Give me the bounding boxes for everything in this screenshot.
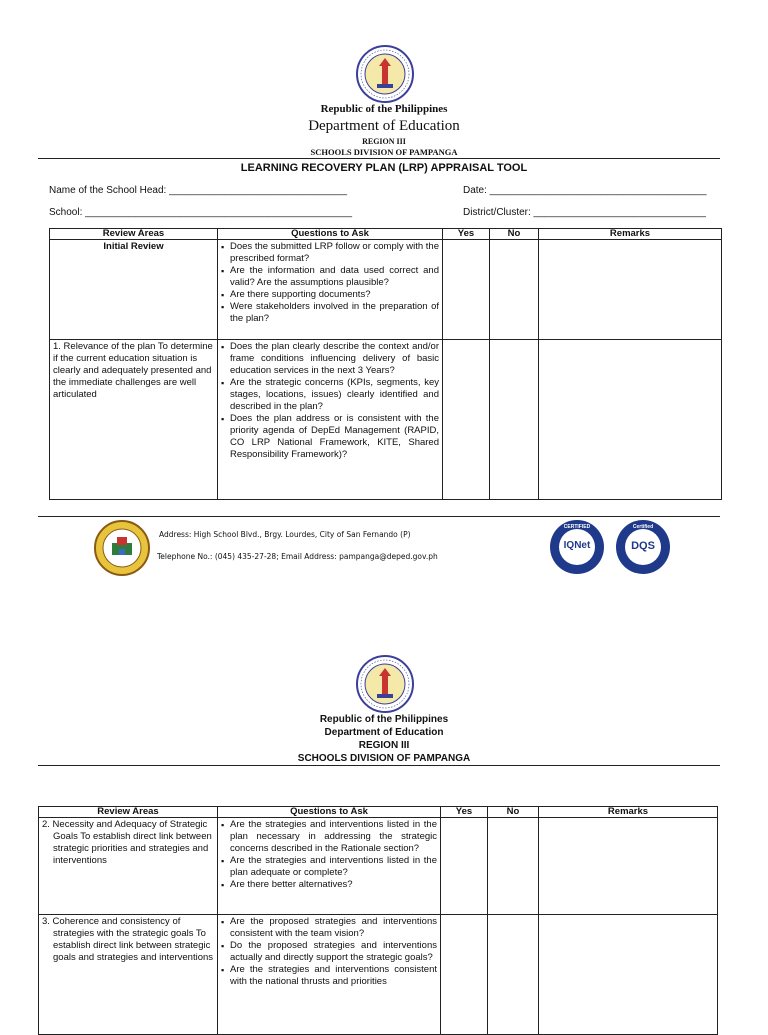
- form-title: LEARNING RECOVERY PLAN (LRP) APPRAISAL TOOL: [240, 162, 528, 174]
- table-row: [39, 818, 718, 915]
- question-item: ▪ Are the information and data used correct and valid? Are the assumptions plausible?: [230, 265, 439, 289]
- appraisal-table-1: [49, 228, 722, 500]
- questions-cell: [218, 915, 441, 1035]
- republic-heading: Republic of the Philippines: [320, 103, 448, 115]
- review-area-cell: 2. Necessity and Adequacy of Strategic Goals To establish direct link between strategic priorities and strategies and interventions: [39, 818, 218, 915]
- no-cell[interactable]: [490, 340, 539, 500]
- yes-cell[interactable]: [441, 818, 488, 915]
- iqnet-certification-icon: [548, 518, 606, 576]
- header-divider: [38, 158, 720, 159]
- dqs-logo-text: DQS: [631, 540, 655, 552]
- remarks-cell[interactable]: [539, 915, 718, 1035]
- table-header-row: [50, 229, 722, 240]
- question-item: ▪ Are the strategic concerns (KPIs, segments, key stages, locations, issues) clearly identified and described in the plan?: [230, 377, 439, 413]
- no-cell[interactable]: [488, 915, 539, 1035]
- division-heading-2: SCHOOLS DIVISION OF PAMPANGA: [297, 753, 471, 764]
- school-head-field[interactable]: Name of the School Head: ________________________________: [49, 185, 348, 196]
- remarks-cell[interactable]: [539, 340, 722, 500]
- header-questions: Questions to Ask: [218, 229, 443, 240]
- header-no: No: [490, 229, 539, 240]
- table-row: [50, 340, 722, 500]
- question-item: ▪ Does the plan clearly describe the context and/or frame conditions influencing delivery of basic education services in the next 3 Years?: [230, 341, 439, 377]
- questions-cell: [218, 240, 443, 340]
- question-item: ▪ Were stakeholders involved in the preparation of the plan?: [230, 301, 439, 325]
- iqnet-logo-text: IQNet: [563, 540, 591, 551]
- dqs-certification-icon: [614, 518, 672, 576]
- header-yes: Yes: [441, 807, 488, 818]
- questions-cell: [218, 340, 443, 500]
- question-item: ▪ Are the strategies and interventions listed in the plan adequate or complete?: [230, 855, 437, 879]
- header-questions: Questions to Ask: [218, 807, 441, 818]
- header-remarks: Remarks: [539, 807, 718, 818]
- table-row: [50, 240, 722, 340]
- dqs-top-text: Certified: [632, 524, 654, 530]
- division-heading: SCHOOLS DIVISION OF PAMPANGA: [310, 147, 458, 157]
- question-item: ▪ Are the strategies and interventions listed in the plan necessary in addressing the strategic concerns described in the Rationale section?: [230, 819, 437, 855]
- review-area-cell: 1. Relevance of the plan To determine if the current education situation is clearly and adequately presented and the immediate challenges are well articulated: [50, 340, 218, 500]
- department-heading: Department of Education: [308, 118, 460, 134]
- yes-cell[interactable]: [441, 915, 488, 1035]
- deped-seal-icon: [355, 654, 415, 714]
- question-item: ▪ Are the strategies and interventions consistent with the national thrusts and priorities: [230, 964, 437, 988]
- question-item: ▪ Are the proposed strategies and interventions consistent with the team vision?: [230, 916, 437, 940]
- header-divider-2: [38, 765, 720, 766]
- header-review-areas: Review Areas: [39, 807, 218, 818]
- question-item: ▪ Are there better alternatives?: [230, 879, 437, 891]
- review-area-cell: 3. Coherence and consistency of strategies with the strategic goals To establish direct link between strategic goals and strategies and interventions: [39, 915, 218, 1035]
- no-cell[interactable]: [490, 240, 539, 340]
- republic-heading-2: Republic of the Philippines: [319, 714, 449, 725]
- department-heading-2: Department of Education: [324, 727, 444, 738]
- table-header-row: [39, 807, 718, 818]
- no-cell[interactable]: [488, 818, 539, 915]
- review-area-cell: Initial Review: [50, 240, 218, 340]
- footer-telephone: Telephone No.: (045) 435-27-28; Email Address: pampanga@deped.gov.ph: [157, 552, 438, 561]
- header-yes: Yes: [443, 229, 490, 240]
- header-remarks: Remarks: [539, 229, 722, 240]
- question-item: ▪ Do the proposed strategies and interventions actually and directly support the strategic goals?: [230, 940, 437, 964]
- questions-cell: [218, 818, 441, 915]
- remarks-cell[interactable]: [539, 240, 722, 340]
- district-field[interactable]: District/Cluster: _______________________________: [463, 207, 706, 218]
- question-item: ▪ Are there supporting documents?: [230, 289, 439, 301]
- table-row: [39, 915, 718, 1035]
- question-item: ▪ Does the submitted LRP follow or comply with the prescribed format?: [230, 241, 439, 265]
- yes-cell[interactable]: [443, 340, 490, 500]
- deped-seal-icon: [355, 44, 415, 104]
- footer-address: Address: High School Blvd., Brgy. Lourdes, City of San Fernando (P): [159, 530, 411, 539]
- division-seal-icon: [93, 519, 151, 577]
- iqnet-top-text: CERTIFIED: [563, 524, 591, 530]
- header-no: No: [488, 807, 539, 818]
- yes-cell[interactable]: [443, 240, 490, 340]
- header-review-areas: Review Areas: [50, 229, 218, 240]
- appraisal-table-2: [38, 806, 718, 1035]
- region-heading: REGION III: [362, 137, 406, 146]
- school-field[interactable]: School: ________________________________________________: [49, 207, 353, 218]
- region-heading-2: REGION III: [358, 740, 410, 751]
- footer-divider: [38, 516, 720, 517]
- remarks-cell[interactable]: [539, 818, 718, 915]
- date-field[interactable]: Date: _______________________________________: [463, 185, 707, 196]
- question-item: ▪ Does the plan address or is consistent with the priority agenda of DepEd Management (RAPID, CO LRP National Framework, KITE, Shared Responsibility Framework)?: [230, 413, 439, 461]
